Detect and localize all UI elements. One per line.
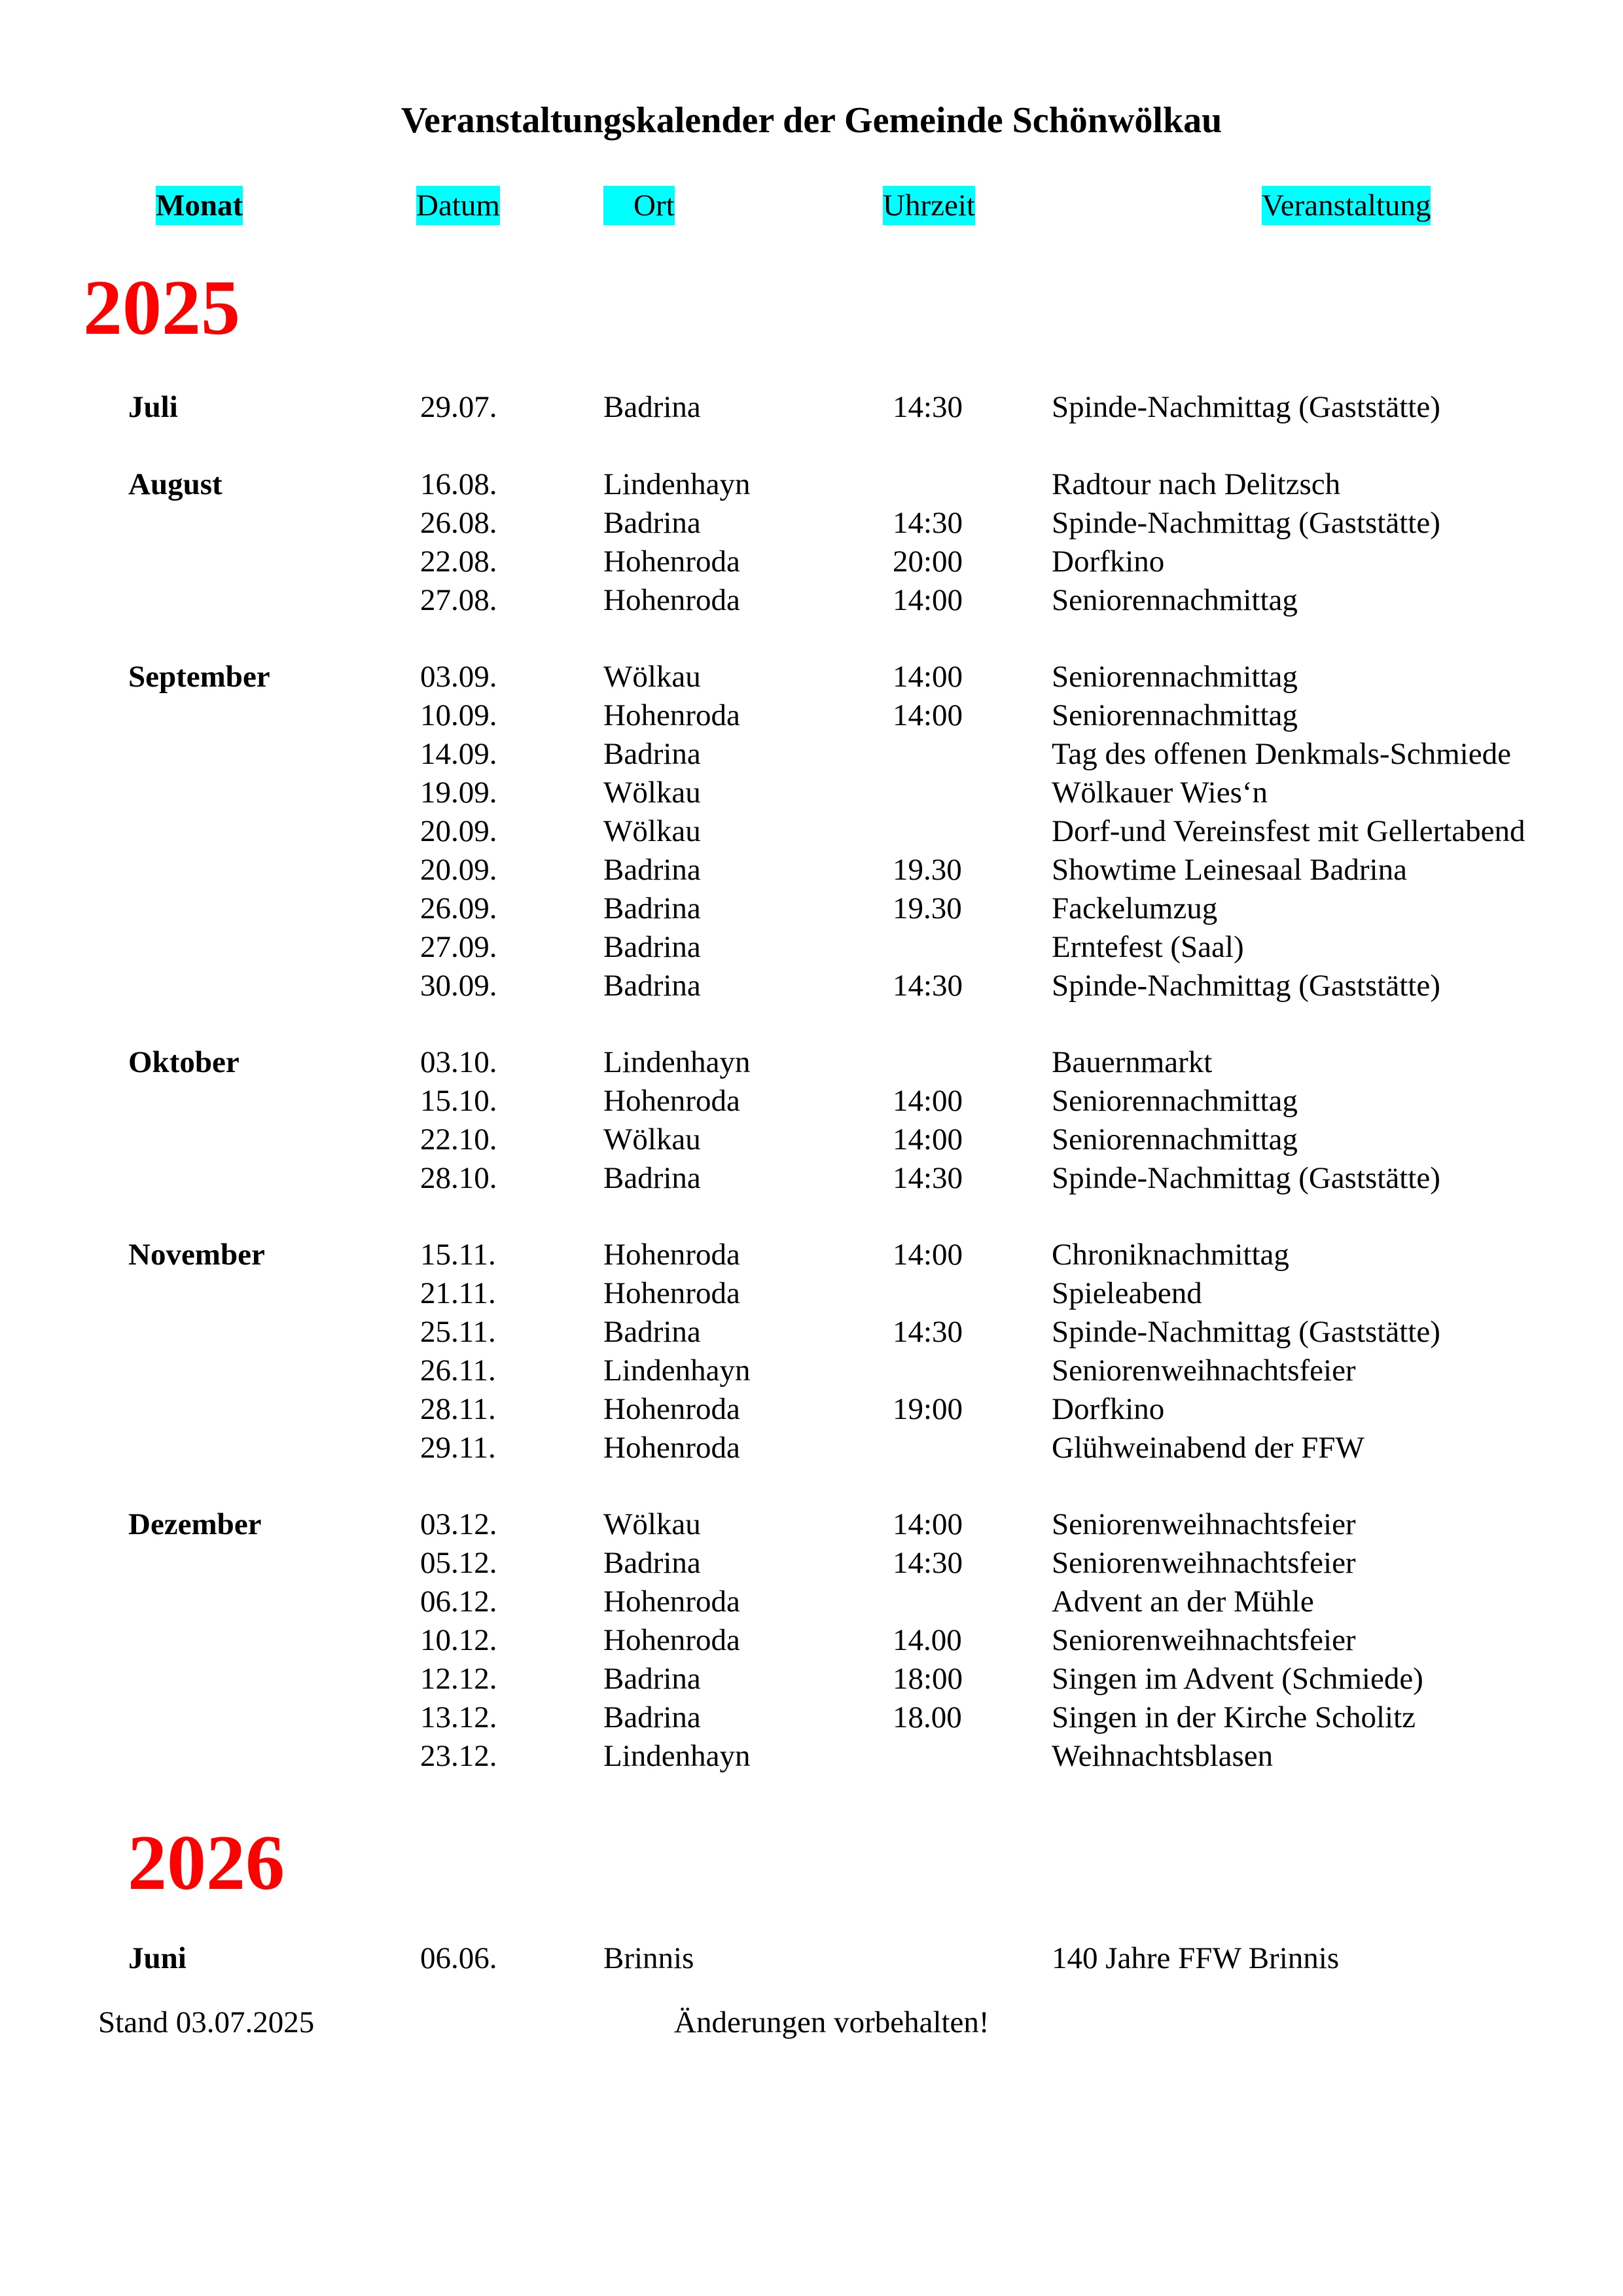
event-place: Badrina — [603, 969, 701, 1003]
event-date: 14.09. — [420, 737, 497, 771]
event-name: Dorfkino — [1052, 545, 1165, 579]
event-name: Tag des offenen Denkmals-Schmiede — [1052, 737, 1511, 771]
event-name: Chroniknachmittag — [1052, 1238, 1289, 1272]
month-label: Juni — [128, 1941, 187, 1975]
event-name: Seniorennachmittag — [1052, 660, 1298, 694]
event-date: 29.07. — [420, 390, 497, 424]
event-date: 23.12. — [420, 1739, 497, 1773]
table-row — [0, 1505, 1623, 1544]
event-time: 14:00 — [893, 1238, 963, 1272]
event-place: Hohenroda — [603, 583, 740, 617]
event-date: 28.11. — [420, 1392, 496, 1426]
event-time: 14:00 — [893, 583, 963, 617]
event-date: 22.10. — [420, 1122, 497, 1157]
table-row — [0, 734, 1623, 774]
table-row — [0, 1698, 1623, 1737]
event-date: 20.09. — [420, 814, 497, 848]
table-row — [0, 465, 1623, 504]
event-place: Hohenroda — [603, 698, 740, 732]
event-date: 10.09. — [420, 698, 497, 732]
event-time: 18:00 — [893, 1662, 963, 1696]
event-date: 10.12. — [420, 1623, 497, 1657]
disclaimer-note: Änderungen vorbehalten! — [674, 2005, 990, 2039]
event-place: Badrina — [603, 1315, 701, 1349]
event-time: 19.30 — [893, 853, 962, 887]
event-date: 26.09. — [420, 891, 497, 925]
event-time: 14:30 — [893, 1546, 963, 1580]
column-header-time: Uhrzeit — [883, 186, 975, 225]
event-time: 14:30 — [893, 1315, 963, 1349]
event-date: 20.09. — [420, 853, 497, 887]
event-place: Hohenroda — [603, 1392, 740, 1426]
event-date: 05.12. — [420, 1546, 497, 1580]
month-label: Oktober — [128, 1045, 240, 1079]
table-row — [0, 1659, 1623, 1698]
event-date: 19.09. — [420, 776, 497, 810]
event-time: 14:00 — [893, 698, 963, 732]
table-row — [0, 581, 1623, 620]
event-time: 14:30 — [893, 506, 963, 540]
table-row — [0, 1582, 1623, 1621]
event-date: 06.12. — [420, 1585, 497, 1619]
event-place: Hohenroda — [603, 1623, 740, 1657]
table-row — [0, 773, 1623, 812]
table-row — [0, 696, 1623, 735]
event-name: Dorf-und Vereinsfest mit Gellertabend — [1052, 814, 1525, 848]
year-heading-2026: 2026 — [128, 1819, 285, 1906]
table-row — [0, 542, 1623, 581]
event-date: 16.08. — [420, 467, 497, 501]
event-place: Badrina — [603, 737, 701, 771]
event-name: Bauernmarkt — [1052, 1045, 1213, 1079]
event-time: 14.00 — [893, 1623, 962, 1657]
table-row — [0, 1158, 1623, 1198]
event-date: 03.12. — [420, 1507, 497, 1541]
table-row — [0, 1428, 1623, 1467]
event-time: 20:00 — [893, 545, 963, 579]
event-name: Seniorennachmittag — [1052, 1084, 1298, 1118]
page-title: Veranstaltungskalender der Gemeinde Schönwölkau — [401, 100, 1222, 141]
event-name: Dorfkino — [1052, 1392, 1165, 1426]
month-label: November — [128, 1238, 265, 1272]
event-date: 26.11. — [420, 1354, 496, 1388]
event-place: Hohenroda — [603, 545, 740, 579]
table-row — [0, 966, 1623, 1005]
event-place: Hohenroda — [603, 1431, 740, 1465]
column-header-date: Datum — [416, 186, 500, 225]
month-label: September — [128, 660, 270, 694]
column-header-month: Monat — [156, 186, 243, 225]
event-time: 19.30 — [893, 891, 962, 925]
event-place: Wölkau — [603, 814, 701, 848]
status-date: Stand 03.07.2025 — [98, 2005, 315, 2039]
table-row — [0, 1235, 1623, 1274]
event-date: 27.09. — [420, 930, 497, 964]
table-row — [0, 1543, 1623, 1583]
event-time: 14:30 — [893, 1161, 963, 1195]
event-place: Wölkau — [603, 1507, 701, 1541]
event-place: Badrina — [603, 390, 701, 424]
event-name: Seniorenweihnachtsfeier — [1052, 1507, 1356, 1541]
event-name: Advent an der Mühle — [1052, 1585, 1314, 1619]
event-place: Badrina — [603, 891, 701, 925]
table-row — [0, 1736, 1623, 1776]
event-place: Badrina — [603, 1700, 701, 1734]
event-name: Seniorennachmittag — [1052, 1122, 1298, 1157]
event-place: Brinnis — [603, 1941, 694, 1975]
column-header-event: Veranstaltung — [1262, 186, 1431, 225]
column-header-place: Ort — [603, 186, 675, 225]
event-time: 14:30 — [893, 969, 963, 1003]
event-date: 15.11. — [420, 1238, 496, 1272]
event-date: 13.12. — [420, 1700, 497, 1734]
event-place: Hohenroda — [603, 1276, 740, 1310]
table-row — [0, 1120, 1623, 1159]
event-time: 14:00 — [893, 1122, 963, 1157]
table-row — [0, 503, 1623, 543]
event-place: Badrina — [603, 506, 701, 540]
event-name: Glühweinabend der FFW — [1052, 1431, 1364, 1465]
event-name: Singen im Advent (Schmiede) — [1052, 1662, 1423, 1696]
month-label: Juli — [128, 390, 178, 424]
table-row — [0, 1351, 1623, 1390]
event-date: 03.10. — [420, 1045, 497, 1079]
table-row — [0, 927, 1623, 967]
event-place: Lindenhayn — [603, 467, 751, 501]
event-place: Hohenroda — [603, 1084, 740, 1118]
event-place: Badrina — [603, 853, 701, 887]
event-place: Hohenroda — [603, 1238, 740, 1272]
event-time: 14:00 — [893, 660, 963, 694]
table-row — [0, 1043, 1623, 1082]
event-date: 30.09. — [420, 969, 497, 1003]
month-label: August — [128, 467, 223, 501]
event-name: Weihnachtsblasen — [1052, 1739, 1274, 1773]
year-heading-2025: 2025 — [83, 264, 240, 351]
month-label: Dezember — [128, 1507, 262, 1541]
event-time: 14:30 — [893, 390, 963, 424]
event-place: Hohenroda — [603, 1585, 740, 1619]
event-name: Seniorenweihnachtsfeier — [1052, 1623, 1356, 1657]
event-date: 28.10. — [420, 1161, 497, 1195]
table-row — [0, 1312, 1623, 1352]
event-place: Lindenhayn — [603, 1045, 751, 1079]
event-date: 06.06. — [420, 1941, 497, 1975]
event-time: 18.00 — [893, 1700, 962, 1734]
event-name: Spinde-Nachmittag (Gaststätte) — [1052, 390, 1440, 424]
event-name: Spinde-Nachmittag (Gaststätte) — [1052, 1315, 1440, 1349]
event-name: Spinde-Nachmittag (Gaststätte) — [1052, 1161, 1440, 1195]
event-place: Wölkau — [603, 776, 701, 810]
event-name: Singen in der Kirche Scholitz — [1052, 1700, 1416, 1734]
table-row — [0, 850, 1623, 889]
table-row — [0, 1621, 1623, 1660]
event-place: Badrina — [603, 1161, 701, 1195]
event-place: Badrina — [603, 930, 701, 964]
event-date: 22.08. — [420, 545, 497, 579]
table-row — [0, 1274, 1623, 1313]
event-name: Spinde-Nachmittag (Gaststätte) — [1052, 969, 1440, 1003]
event-date: 29.11. — [420, 1431, 496, 1465]
event-name: Spinde-Nachmittag (Gaststätte) — [1052, 506, 1440, 540]
event-place: Badrina — [603, 1662, 701, 1696]
event-name: Showtime Leinesaal Badrina — [1052, 853, 1407, 887]
event-place: Wölkau — [603, 1122, 701, 1157]
event-name: Fackelumzug — [1052, 891, 1218, 925]
event-date: 15.10. — [420, 1084, 497, 1118]
event-name: 140 Jahre FFW Brinnis — [1052, 1941, 1340, 1975]
table-row — [0, 812, 1623, 851]
table-row — [0, 657, 1623, 696]
event-date: 12.12. — [420, 1662, 497, 1696]
event-name: Seniorennachmittag — [1052, 583, 1298, 617]
event-name: Spieleabend — [1052, 1276, 1202, 1310]
table-row — [0, 1939, 1623, 1978]
event-date: 25.11. — [420, 1315, 496, 1349]
event-date: 21.11. — [420, 1276, 496, 1310]
event-name: Seniorenweihnachtsfeier — [1052, 1546, 1356, 1580]
event-name: Seniorennachmittag — [1052, 698, 1298, 732]
event-place: Lindenhayn — [603, 1354, 751, 1388]
event-name: Radtour nach Delitzsch — [1052, 467, 1341, 501]
event-name: Erntefest (Saal) — [1052, 930, 1244, 964]
table-row — [0, 387, 1623, 427]
event-time: 19:00 — [893, 1392, 963, 1426]
event-time: 14:00 — [893, 1507, 963, 1541]
event-date: 26.08. — [420, 506, 497, 540]
event-place: Badrina — [603, 1546, 701, 1580]
event-place: Wölkau — [603, 660, 701, 694]
event-date: 27.08. — [420, 583, 497, 617]
table-row — [0, 1081, 1623, 1121]
event-name: Wölkauer Wies‘n — [1052, 776, 1268, 810]
event-name: Seniorenweihnachtsfeier — [1052, 1354, 1356, 1388]
event-time: 14:00 — [893, 1084, 963, 1118]
event-date: 03.09. — [420, 660, 497, 694]
table-row — [0, 1390, 1623, 1429]
table-row — [0, 889, 1623, 928]
event-place: Lindenhayn — [603, 1739, 751, 1773]
